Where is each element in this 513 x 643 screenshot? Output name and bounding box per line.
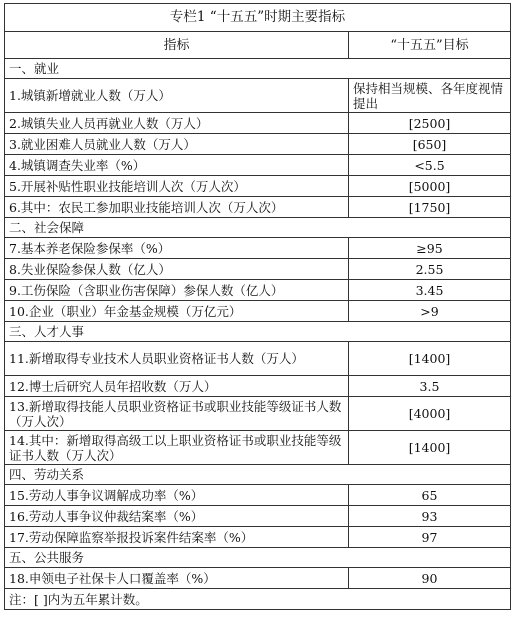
target-value: [1750] — [349, 197, 511, 218]
table-row — [5, 568, 511, 589]
table-row — [5, 134, 511, 155]
indicator-label: 17.劳动保障监察举报投诉案件结案率（%） — [5, 527, 349, 548]
target-value: 93 — [349, 506, 511, 527]
indicator-label: 10.企业（职业）年金基金规模（万亿元） — [5, 301, 349, 322]
header-target: “十五五”目标 — [349, 32, 511, 59]
target-value: [5000] — [349, 176, 511, 197]
table-title-row — [5, 4, 511, 32]
table-title: 专栏1 “十五五”时期主要指标 — [5, 4, 511, 32]
target-value: [4000] — [349, 397, 511, 431]
section-row — [5, 548, 511, 568]
table-row — [5, 259, 511, 280]
target-value: [2500] — [349, 113, 511, 134]
table-header-row — [5, 32, 511, 59]
table-row — [5, 376, 511, 397]
indicator-label: 3.就业困难人员就业人数（万人） — [5, 134, 349, 155]
section-title: 三、人才人事 — [5, 322, 511, 342]
target-value: [650] — [349, 134, 511, 155]
indicator-label: 6.其中：农民工参加职业技能培训人次（万人次） — [5, 197, 349, 218]
target-value: 保持相当规模、各年度视情提出 — [349, 79, 511, 113]
table-row — [5, 485, 511, 506]
target-value: 2.55 — [349, 259, 511, 280]
target-value: 65 — [349, 485, 511, 506]
section-row — [5, 218, 511, 238]
table-row — [5, 397, 511, 431]
indicator-label: 8.失业保险参保人数（亿人） — [5, 259, 349, 280]
indicator-document — [4, 3, 510, 610]
target-value: 97 — [349, 527, 511, 548]
section-title: 一、就业 — [5, 59, 511, 79]
indicator-label: 9.工伤保险（含职业伤害保障）参保人数（亿人） — [5, 280, 349, 301]
indicator-label: 5.开展补贴性职业技能培训人次（万人次） — [5, 176, 349, 197]
target-value: 90 — [349, 568, 511, 589]
table-row — [5, 506, 511, 527]
table-row — [5, 431, 511, 465]
target-value: <5.5 — [349, 155, 511, 176]
target-value: 3.5 — [349, 376, 511, 397]
section-title: 五、公共服务 — [5, 548, 511, 568]
indicator-table — [4, 3, 511, 610]
table-row — [5, 342, 511, 376]
target-value: [1400] — [349, 431, 511, 465]
indicator-label: 15.劳动人事争议调解成功率（%） — [5, 485, 349, 506]
indicator-label: 1.城镇新增就业人数（万人） — [5, 79, 349, 113]
section-row — [5, 322, 511, 342]
target-value: [1400] — [349, 342, 511, 376]
indicator-label: 2.城镇失业人员再就业人数（万人） — [5, 113, 349, 134]
target-value: ≥95 — [349, 238, 511, 259]
indicator-label: 18.申领电子社保卡人口覆盖率（%） — [5, 568, 349, 589]
table-row — [5, 301, 511, 322]
section-row — [5, 465, 511, 485]
target-value: 3.45 — [349, 280, 511, 301]
table-row — [5, 155, 511, 176]
table-note: 注：[ ]内为五年累计数。 — [5, 589, 511, 610]
table-row — [5, 238, 511, 259]
section-title: 四、劳动关系 — [5, 465, 511, 485]
section-title: 二、社会保障 — [5, 218, 511, 238]
table-row — [5, 527, 511, 548]
indicator-label: 7.基本养老保险参保率（%） — [5, 238, 349, 259]
indicator-label: 13.新增取得技能人员职业资格证书或职业技能等级证书人数（万人次） — [5, 397, 349, 431]
target-value: >9 — [349, 301, 511, 322]
table-row — [5, 113, 511, 134]
indicator-label: 4.城镇调查失业率（%） — [5, 155, 349, 176]
indicator-label: 11.新增取得专业技术人员职业资格证书人数（万人） — [5, 342, 349, 376]
table-row — [5, 79, 511, 113]
table-row — [5, 197, 511, 218]
indicator-label: 14.其中：新增取得高级工以上职业资格证书或职业技能等级证书人数（万人次） — [5, 431, 349, 465]
note-row — [5, 589, 511, 610]
table-row — [5, 176, 511, 197]
indicator-label: 12.博士后研究人员年招收数（万人） — [5, 376, 349, 397]
table-row — [5, 280, 511, 301]
indicator-label: 16.劳动人事争议仲裁结案率（%） — [5, 506, 349, 527]
header-indicator: 指标 — [5, 32, 349, 59]
section-row — [5, 59, 511, 79]
